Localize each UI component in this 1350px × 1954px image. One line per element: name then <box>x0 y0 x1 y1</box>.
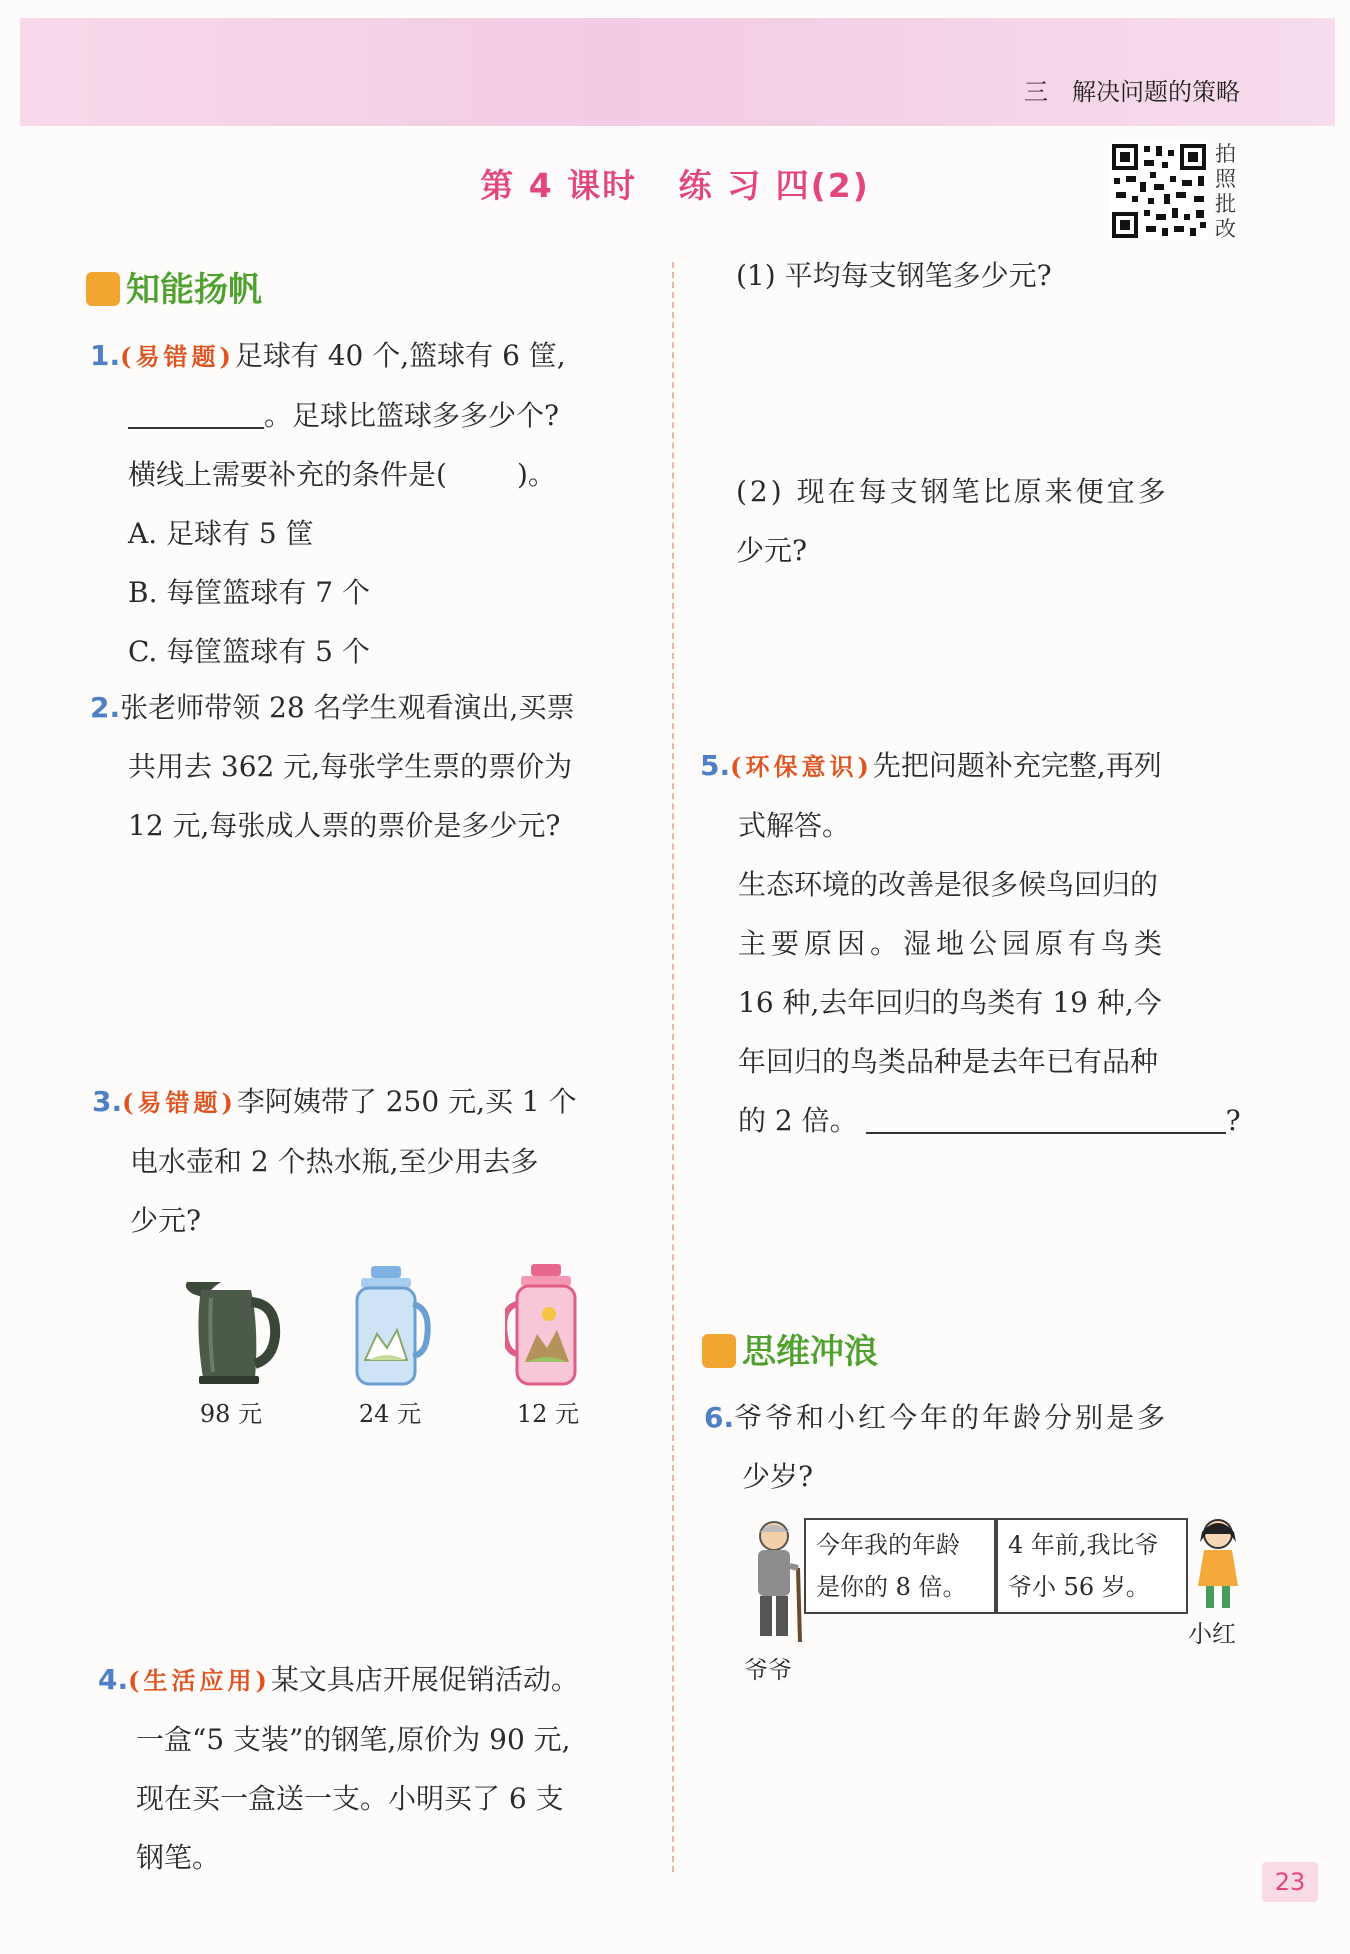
qr-label: 拍照批改 <box>1215 142 1236 241</box>
q4-subquestion-1: (1) 平均每支钢笔多少元? <box>736 259 1052 292</box>
question-5 <box>700 736 1260 1150</box>
section-title: 思维冲浪 <box>742 1332 878 1372</box>
q6-text: 少岁? <box>742 1460 814 1493</box>
bubble-text: 4 年前,我比爷 <box>1008 1531 1159 1559</box>
item-thermos-pink <box>498 1262 598 1429</box>
section-wave-icon <box>702 1334 736 1368</box>
lesson-number: 第 4 课时 <box>480 166 638 205</box>
q5-text: 的 2 倍。 <box>738 1104 858 1137</box>
q1-text: 横线上需要补充的条件是( <box>128 458 447 491</box>
q1-text: 。足球比篮球多多少个? <box>264 399 560 432</box>
q5-text: 主要原因。湿地公园原有鸟类 <box>738 927 1168 960</box>
q4-text: 某文具店开展促销活动。 <box>270 1663 579 1696</box>
q2-text: 12 元,每张成人票的票价是多少元? <box>128 809 561 842</box>
q1-text: 足球有 40 个,篮球有 6 筐, <box>234 339 566 372</box>
question-3 <box>92 1072 652 1250</box>
section-siwei <box>702 1324 878 1373</box>
qr-code-icon[interactable] <box>1110 142 1208 240</box>
section-zhineng <box>86 262 262 311</box>
question-2 <box>90 678 650 855</box>
q5-number: 5. <box>700 749 731 782</box>
kettle-price: 98 元 <box>199 1400 263 1428</box>
q5-text: ? <box>1225 1104 1241 1137</box>
q5-text: 式解答。 <box>738 809 851 842</box>
chapter-title: 三 解决问题的策略 <box>1024 78 1240 106</box>
q5-text: 生态环境的改善是很多候鸟回归的 <box>738 868 1159 901</box>
bubble-text: 今年我的年龄 <box>816 1531 960 1559</box>
kettle-icon <box>181 1278 281 1388</box>
q5-tag: (环保意识) <box>730 752 873 781</box>
item-kettle <box>176 1278 286 1429</box>
lesson-name: 练 习 四(2) <box>678 166 870 205</box>
q6-text: 爷爷和小红今年的年龄分别是多 <box>734 1401 1169 1434</box>
q3-tag: (易错题) <box>122 1088 237 1117</box>
q6-number: 6. <box>704 1401 735 1434</box>
q5-text: 先把问题补充完整,再列 <box>872 749 1162 782</box>
grandpa-figure-icon <box>746 1518 810 1648</box>
q5-text: 年回归的鸟类品种是去年已有品种 <box>738 1045 1159 1078</box>
q3-text: 李阿姨带了 250 元,买 1 个 <box>236 1085 577 1118</box>
q3-text: 少元? <box>130 1204 202 1237</box>
q1-number: 1. <box>90 339 121 372</box>
q4-text: 现在买一盒送一支。小明买了 6 支 <box>136 1782 564 1815</box>
q2-text: 共用去 362 元,每张学生票的票价为 <box>128 750 573 783</box>
bubble-text: 是你的 8 倍。 <box>816 1573 967 1601</box>
thermos-pink-icon <box>505 1262 591 1388</box>
girl-figure-icon <box>1190 1516 1246 1612</box>
question-1 <box>90 326 650 681</box>
q3-number: 3. <box>92 1085 123 1118</box>
q1-tag: (易错题) <box>120 342 235 371</box>
section-title: 知能扬帆 <box>126 270 262 310</box>
q4-text: 钢笔。 <box>136 1841 221 1874</box>
girl-speech-bubble <box>996 1518 1188 1614</box>
q5-text: 16 种,去年回归的鸟类有 19 种,今 <box>738 986 1162 1019</box>
q4-sub2-text: 少元? <box>736 534 808 567</box>
item-thermos-blue <box>340 1264 440 1429</box>
q4-number: 4. <box>98 1663 129 1696</box>
question-4 <box>98 1650 658 1887</box>
q3-text: 电水壶和 2 个热水瓶,至少用去多 <box>130 1145 539 1178</box>
q4-tag: (生活应用) <box>128 1666 271 1695</box>
q1-option-c[interactable]: C. 每筐篮球有 5 个 <box>128 635 370 668</box>
grandpa-label: 爷爷 <box>744 1656 792 1684</box>
q1-option-a[interactable]: A. 足球有 5 筐 <box>128 517 314 550</box>
q4-subquestion-2 <box>736 462 1256 580</box>
q1-text: )。 <box>516 458 556 491</box>
thermos-blue-price: 24 元 <box>358 1400 422 1428</box>
thermos-pink-price: 12 元 <box>516 1400 580 1428</box>
girl-label: 小红 <box>1188 1620 1236 1648</box>
q2-text: 张老师带领 28 名学生观看演出,买票 <box>120 691 575 724</box>
q5-blank[interactable] <box>866 1104 1226 1134</box>
thermos-blue-icon <box>347 1264 433 1388</box>
question-6 <box>704 1388 1264 1506</box>
bubble-text: 爷小 56 岁。 <box>1008 1573 1150 1601</box>
section-flag-icon <box>86 272 120 306</box>
q4-text: 一盒“5 支装”的钢笔,原价为 90 元, <box>136 1723 571 1756</box>
page-number: 23 <box>1262 1862 1318 1902</box>
column-divider <box>672 262 674 1872</box>
grandpa-speech-bubble <box>804 1518 996 1614</box>
q2-number: 2. <box>90 691 121 724</box>
q1-option-b[interactable]: B. 每筐篮球有 7 个 <box>128 576 370 609</box>
q1-blank[interactable] <box>128 399 264 429</box>
q4-sub2-text: (2) 现在每支钢笔比原来便宜多 <box>736 475 1169 508</box>
